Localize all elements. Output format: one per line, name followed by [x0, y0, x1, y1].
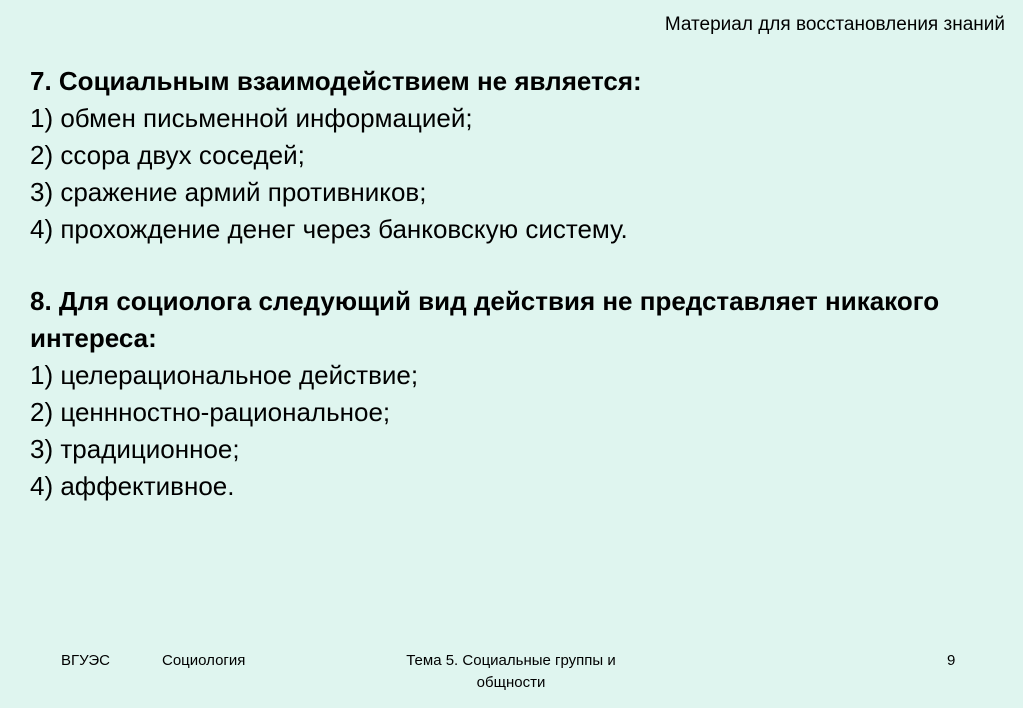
- question-title: 8. Для социолога следующий вид действия не представляет никакого интереса:: [30, 286, 940, 353]
- slide-content: [30, 63, 1005, 540]
- answer-option: 4) прохождение денег через банковскую систему.: [30, 214, 628, 244]
- answer-option: 1) целерациональное действие;: [30, 360, 419, 390]
- answer-option: 4) аффективное.: [30, 471, 235, 501]
- question-7: [30, 63, 1005, 248]
- footer-page-number: 9: [947, 652, 956, 669]
- answer-option: 1) обмен письменной информацией;: [30, 103, 473, 133]
- footer-subject: Социология: [162, 652, 246, 669]
- footer-organization: ВГУЭС: [61, 652, 110, 669]
- slide-header-title: Материал для восстановления знаний: [664, 14, 1005, 35]
- answer-option: 3) традиционное;: [30, 434, 240, 464]
- answer-option: 2) ценнностно-рациональное;: [30, 397, 391, 427]
- question-title: 7. Социальным взаимодействием не является:: [30, 66, 642, 96]
- answer-options: [30, 357, 1005, 505]
- question-8: [30, 283, 1005, 505]
- answer-option: 3) сражение армий противников;: [30, 177, 427, 207]
- answer-option: 2) ссора двух соседей;: [30, 140, 305, 170]
- answer-options: [30, 100, 1005, 248]
- footer-topic: Тема 5. Социальные группы и общности: [406, 652, 616, 691]
